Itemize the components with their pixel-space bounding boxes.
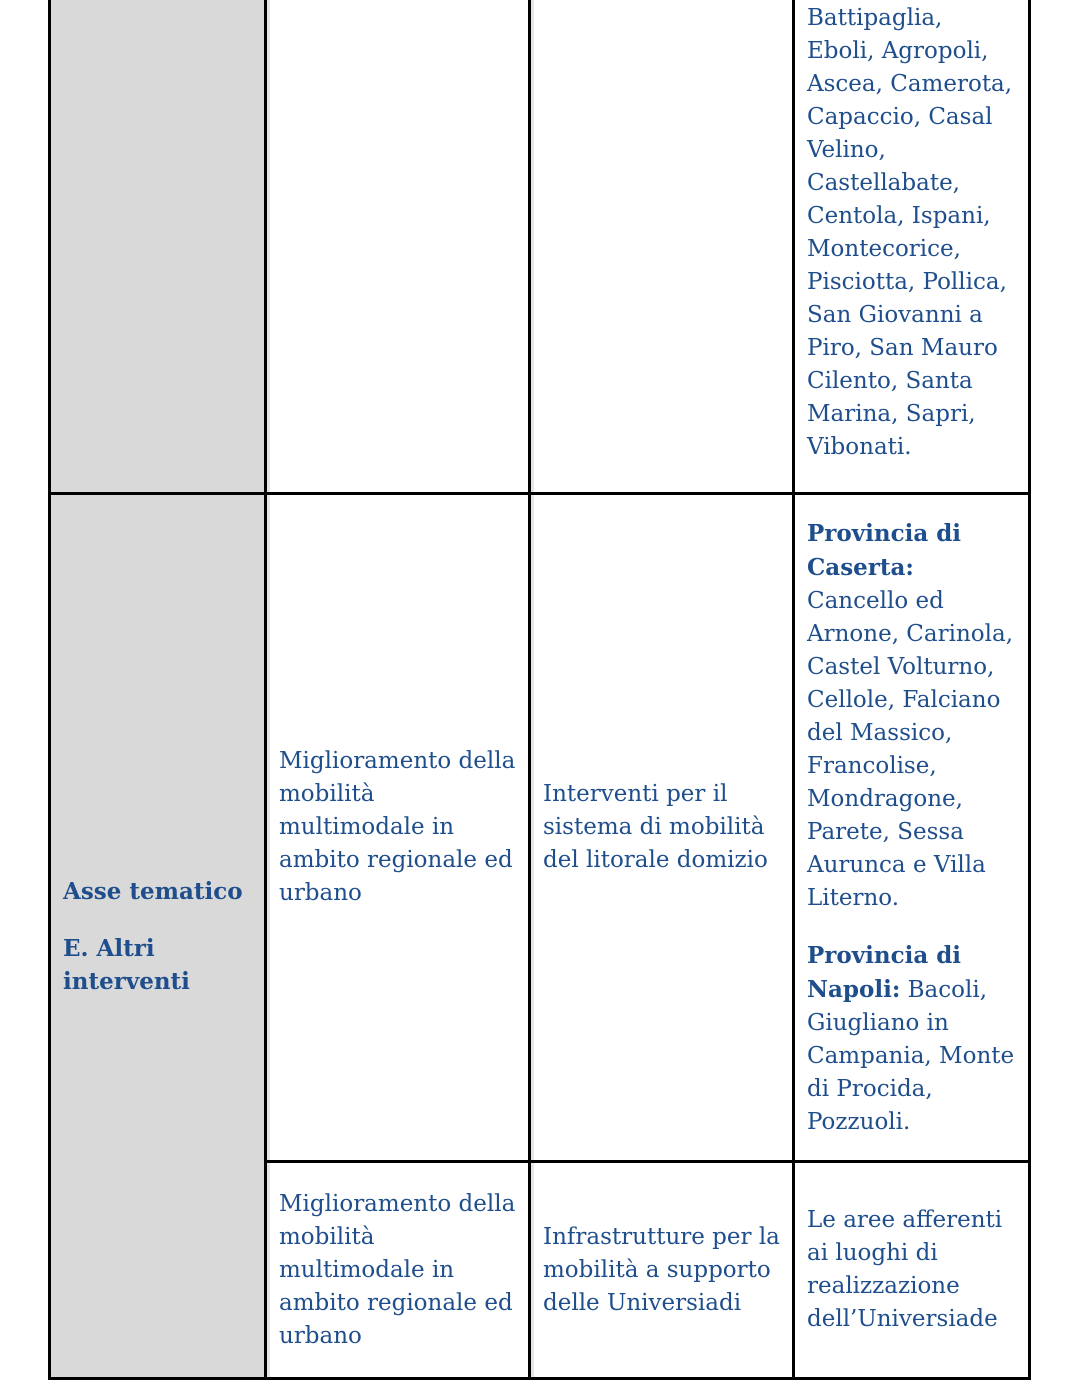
interventions-table	[48, 0, 1031, 1380]
objective-cell	[266, 1162, 530, 1379]
axis-subtitle: E. Altri interventi	[63, 934, 190, 995]
province-napoli-paragraph	[807, 939, 1016, 1139]
intervention-cell	[530, 494, 794, 1162]
table-row	[50, 0, 1030, 494]
intervention-text: Interventi per il sistema di mobilità del litorale domizio	[543, 781, 768, 873]
axis-cell-empty	[50, 0, 266, 494]
objective-text: Miglioramento della mobilità multimodale in ambito regionale ed urbano	[279, 748, 516, 906]
province-label: Provincia di Napoli:	[807, 941, 962, 1003]
axis-title: Asse tematico	[63, 877, 243, 905]
objective-cell-empty	[266, 0, 530, 494]
province-caserta-paragraph	[807, 517, 1016, 915]
intervention-text: Infrastrutture per la mobilità a supporto delle Universiadi	[543, 1223, 780, 1316]
areas-text: Battipaglia, Eboli, Agropoli, Ascea, Camerota, Capaccio, Casal Velino, Castellabate, Centola, Ispani, Montecorice, Pisciotta, Pollica, San Giovanni a Piro, San Mauro Cilento, Santa Marina, Sapri, Vibonati.	[807, 4, 1013, 460]
intervention-cell-empty	[530, 0, 794, 494]
objective-cell	[266, 494, 530, 1162]
axis-cell	[50, 494, 266, 1379]
province-municipalities: Cancello ed Arnone, Carinola, Castel Volturno, Cellole, Falciano del Massico, Francolise, Mondragone, Parete, Sessa Aurunca e Villa Literno.	[807, 587, 1014, 911]
province-label: Provincia di Caserta:	[807, 519, 962, 581]
province-municipalities: Bacoli, Giugliano in Campania, Monte di Procida, Pozzuoli.	[807, 976, 1015, 1135]
areas-text: Le aree afferenti ai luoghi di realizzazione dell’Universiade	[807, 1207, 1003, 1332]
areas-cell	[794, 1162, 1030, 1379]
intervention-cell	[530, 1162, 794, 1379]
objective-text: Miglioramento della mobilità multimodale in ambito regionale ed urbano	[279, 1190, 516, 1349]
areas-cell	[794, 494, 1030, 1162]
areas-cell	[794, 0, 1030, 494]
table-row	[50, 494, 1030, 1162]
